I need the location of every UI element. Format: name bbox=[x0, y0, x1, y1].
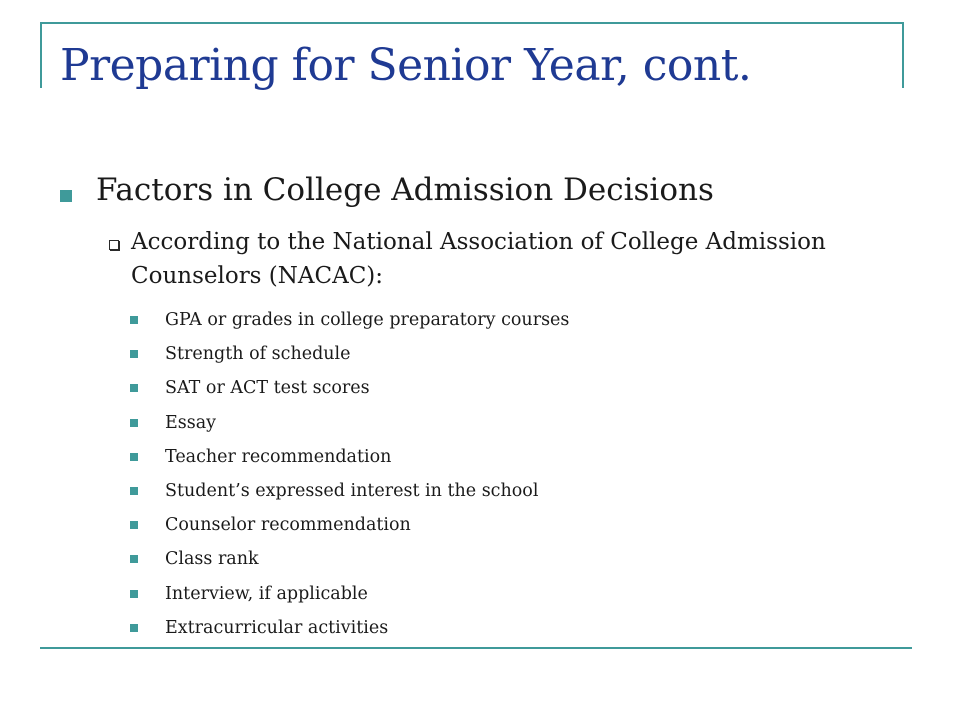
list-item-label: GPA or grades in college preparatory courses bbox=[165, 310, 570, 330]
square-bullet-icon bbox=[130, 487, 138, 495]
list-item-label: Essay bbox=[165, 412, 217, 433]
list-item-label: Strength of schedule bbox=[165, 344, 351, 365]
list-item-label: Interview, if applicable bbox=[165, 583, 368, 604]
slide-title: Preparing for Senior Year, cont. bbox=[60, 40, 752, 91]
square-bullet-icon bbox=[130, 521, 138, 529]
list-item-label: Extracurricular activities bbox=[165, 617, 389, 638]
square-bullet-icon bbox=[130, 453, 138, 461]
factors-heading: Factors in College Admission Decisions bbox=[96, 172, 714, 208]
list-item-label: Teacher recommendation bbox=[165, 446, 392, 467]
list-item-label: SAT or ACT test scores bbox=[165, 378, 370, 399]
list-item-label: Counselor recommendation bbox=[165, 515, 411, 536]
square-bullet-icon bbox=[130, 419, 138, 427]
left-frame-line bbox=[40, 22, 42, 88]
top-frame-line bbox=[40, 22, 904, 24]
square-bullet-icon bbox=[130, 590, 138, 598]
square-bullet-icon bbox=[130, 350, 138, 358]
nacac-intro: According to the National Association of College Admission Counselors (NACAC): bbox=[131, 229, 826, 289]
square-bullet-icon bbox=[130, 624, 138, 632]
square-bullet-icon bbox=[130, 555, 138, 563]
square-bullet-icon bbox=[130, 384, 138, 392]
list-item-label: Class rank bbox=[165, 549, 259, 570]
square-bullet-icon bbox=[60, 190, 72, 202]
bottom-frame-line bbox=[40, 647, 912, 649]
right-frame-line bbox=[902, 22, 904, 88]
square-bullet-icon bbox=[130, 316, 138, 324]
list-item-label: Student’s expressed interest in the school bbox=[165, 480, 539, 501]
checkbox-bullet-icon bbox=[109, 240, 119, 250]
